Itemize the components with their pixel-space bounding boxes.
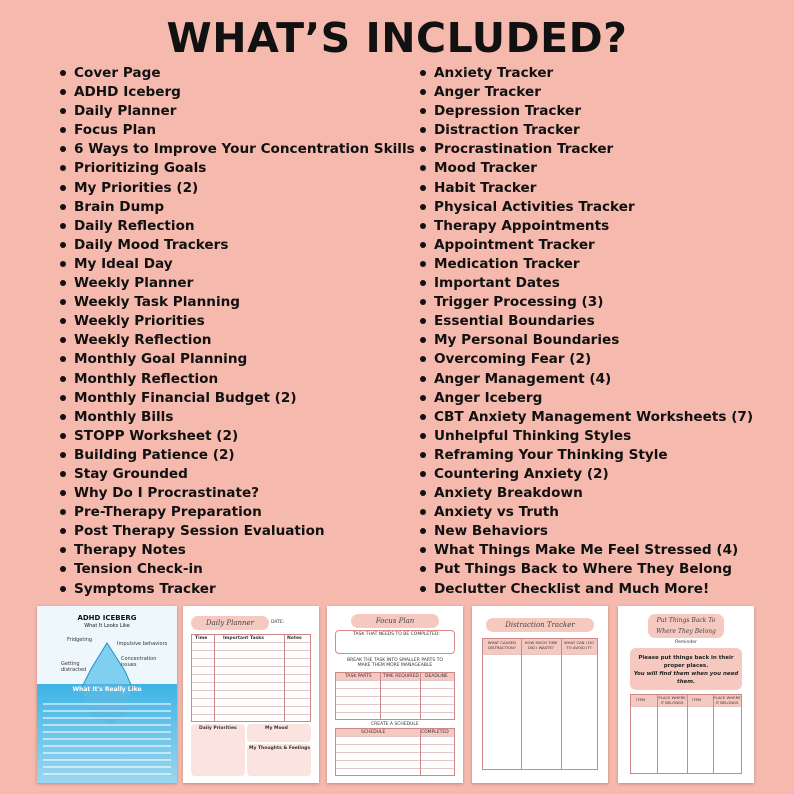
- put-things-back-title: Put Things Back To Where They Belong: [648, 614, 724, 638]
- item-header: ITEM: [692, 697, 702, 702]
- put-things-back-preview: [618, 606, 754, 783]
- included-item: Focus Plan: [58, 121, 418, 140]
- included-item: Anxiety Tracker: [418, 64, 788, 83]
- item-header: ITEM: [636, 697, 646, 702]
- included-item: Stay Grounded: [58, 465, 418, 484]
- included-item: Reframing Your Thinking Style: [418, 446, 788, 465]
- included-item: Habit Tracker: [418, 179, 788, 198]
- included-item: Essential Boundaries: [418, 312, 788, 331]
- page-title: WHAT’S INCLUDED?: [166, 14, 628, 62]
- tasks-col-header: Important Tasks: [223, 636, 264, 641]
- included-item: Why Do I Procrastinate?: [58, 484, 418, 503]
- included-item: Anxiety vs Truth: [418, 503, 788, 522]
- included-item: Anger Tracker: [418, 83, 788, 102]
- right-item-list: [418, 64, 788, 599]
- included-item: Monthly Reflection: [58, 370, 418, 389]
- included-item: What Things Make Me Feel Stressed (4): [418, 541, 788, 560]
- included-item: Monthly Bills: [58, 408, 418, 427]
- iceberg-word: Getting distracted: [61, 661, 87, 673]
- included-item: Building Patience (2): [58, 446, 418, 465]
- included-item: Weekly Priorities: [58, 312, 418, 331]
- iceberg-title: ADHD ICEBERG: [77, 614, 137, 622]
- task-label: TASK THAT NEEDS TO BE COMPLETED:: [353, 632, 440, 637]
- distraction-tracker-preview: [472, 606, 608, 783]
- deadline-header: DEADLINE: [425, 674, 448, 679]
- my-mood-label: My Mood: [265, 726, 288, 731]
- focus-plan-title: Focus Plan: [351, 614, 439, 628]
- included-item: Post Therapy Session Evaluation: [58, 522, 418, 541]
- distraction-tracker-title: Distraction Tracker: [486, 618, 594, 632]
- iceberg-subtitle: What It Looks Like: [84, 623, 130, 629]
- included-item: Monthly Financial Budget (2): [58, 389, 418, 408]
- included-item: Therapy Appointments: [418, 217, 788, 236]
- break-label: BREAK THE TASK INTO SMALLER PARTS TO MAKE THEM MORE MANAGEABLE: [347, 658, 443, 668]
- included-item: Anxiety Breakdown: [418, 484, 788, 503]
- included-item: My Ideal Day: [58, 255, 418, 274]
- included-item: Unhelpful Thinking Styles: [418, 427, 788, 446]
- included-item: Mood Tracker: [418, 159, 788, 178]
- included-item: Daily Reflection: [58, 217, 418, 236]
- notes-col-header: Notes: [287, 636, 302, 641]
- included-item: Distraction Tracker: [418, 121, 788, 140]
- iceberg-word: Impulsive behaviors: [117, 641, 168, 647]
- included-item: Anger Management (4): [418, 370, 788, 389]
- included-item: My Priorities (2): [58, 179, 418, 198]
- included-item: Trigger Processing (3): [418, 293, 788, 312]
- included-item: Appointment Tracker: [418, 236, 788, 255]
- daily-planner-preview: [183, 606, 319, 783]
- iceberg-below-label: What It's Really Like: [72, 686, 142, 693]
- daily-priorities-label: Daily Priorities: [199, 726, 237, 731]
- included-item: Prioritizing Goals: [58, 159, 418, 178]
- place-header: PLACE WHERE IT BELONGS: [713, 695, 741, 705]
- included-item: Symptoms Tracker: [58, 580, 418, 599]
- left-item-list: [58, 64, 418, 599]
- included-item: Tension Check-in: [58, 560, 418, 579]
- included-item: Physical Activities Tracker: [418, 198, 788, 217]
- date-label: DATE:: [271, 620, 285, 625]
- included-item: Weekly Task Planning: [58, 293, 418, 312]
- thoughts-label: My Thoughts & Feelings: [249, 746, 311, 751]
- daily-planner-title: Daily Planner: [191, 616, 269, 630]
- task-parts-header: TASK PARTS: [345, 674, 372, 679]
- included-item: Daily Mood Trackers: [58, 236, 418, 255]
- time-required-header: TIME REQUIRED: [383, 674, 419, 679]
- time-wasted-header: HOW MUCH TIME DID I WASTE?: [524, 640, 558, 650]
- included-item: Monthly Goal Planning: [58, 350, 418, 369]
- cause-header: WHAT CAUSED DISTRACTION?: [487, 640, 517, 650]
- included-item: STOPP Worksheet (2): [58, 427, 418, 446]
- schedule-header: SCHEDULE: [361, 730, 386, 735]
- included-item: Important Dates: [418, 274, 788, 293]
- included-item: My Personal Boundaries: [418, 331, 788, 350]
- included-item: Procrastination Tracker: [418, 140, 788, 159]
- included-item: Therapy Notes: [58, 541, 418, 560]
- included-item: Anger Iceberg: [418, 389, 788, 408]
- avoid-header: WHAT CAN I DO TO AVOID IT?: [564, 640, 594, 650]
- included-item: ADHD Iceberg: [58, 83, 418, 102]
- place-header: PLACE WHERE IT BELONGS: [658, 695, 686, 705]
- included-item: Weekly Planner: [58, 274, 418, 293]
- included-item: Cover Page: [58, 64, 418, 83]
- iceberg-word: Fridgeting: [67, 637, 93, 643]
- included-item: Pre-Therapy Preparation: [58, 503, 418, 522]
- included-item: Brain Dump: [58, 198, 418, 217]
- included-item: Overcoming Fear (2): [418, 350, 788, 369]
- included-item: 6 Ways to Improve Your Concentration Skills: [58, 140, 418, 159]
- included-item: New Behaviors: [418, 522, 788, 541]
- included-item: Put Things Back to Where They Belong: [418, 560, 788, 579]
- completed-header: COMPLETED: [421, 730, 449, 735]
- included-item: CBT Anxiety Management Worksheets (7): [418, 408, 788, 427]
- focus-plan-preview: [327, 606, 463, 783]
- included-item: Declutter Checklist and Much More!: [418, 580, 788, 599]
- included-item: Countering Anxiety (2): [418, 465, 788, 484]
- schedule-label: CREATE A SCHEDULE: [371, 722, 419, 727]
- included-item: Depression Tracker: [418, 102, 788, 121]
- adhd-iceberg-preview: [37, 606, 177, 783]
- included-item: Daily Planner: [58, 102, 418, 121]
- reminder-message: Please put things back in their proper places.: [638, 655, 734, 669]
- included-item: Weekly Reflection: [58, 331, 418, 350]
- included-item: Medication Tracker: [418, 255, 788, 274]
- reminder-label: Reminder: [675, 640, 697, 645]
- time-col-header: Time: [195, 636, 208, 641]
- iceberg-word: Concentration issues: [121, 656, 157, 668]
- reminder-message-italic: You will find them when you need them.: [633, 671, 739, 685]
